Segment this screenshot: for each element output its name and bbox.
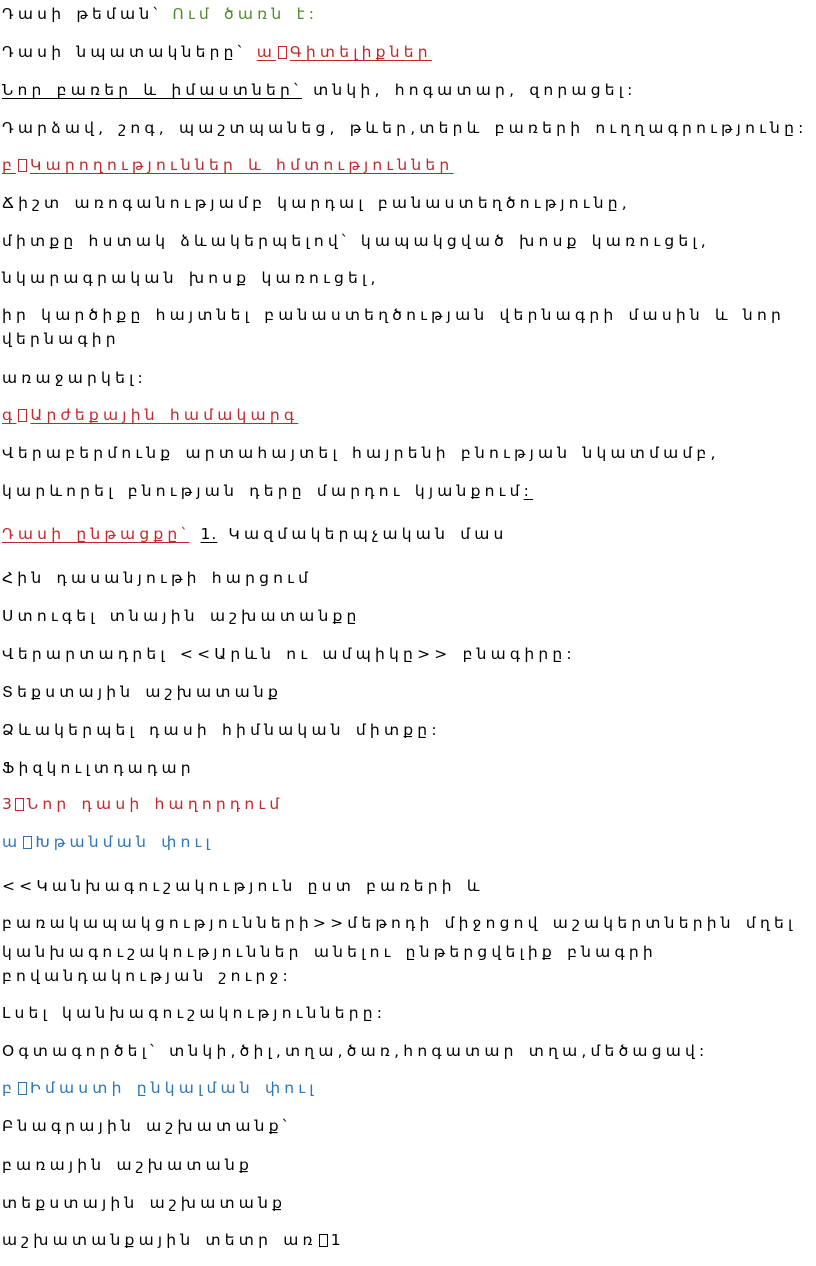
method-line-2: բառակապակցությունների>>մեթոդի միջոցով աշակերտներին մղել	[2, 914, 797, 932]
work-item-4: աշխատանքային տետր առ 1	[2, 1231, 342, 1249]
missing-glyph-box	[18, 159, 27, 172]
values-heading: գ Արժեքային համակարգ	[2, 406, 299, 424]
lesson-goals-label: Դասի նպատակները՝	[2, 43, 246, 61]
skill-item-2: միտքը հստակ ձևակերպելով՝ կապակցված խոսք կառուցել,	[2, 232, 710, 250]
method-line-3: կանխագուշակություններ անելու ընթերցվելիք բնագրի	[2, 943, 657, 961]
method-line-6: Օգտագործել՝ տնկի,ծիլ,տղա,ծառ,հոգատար տղա,մեծացավ:	[2, 1042, 709, 1060]
new-words-line	[2, 80, 810, 100]
lesson-flow-line	[2, 524, 810, 544]
missing-glyph-box	[319, 1234, 328, 1247]
method-line-1: <<Կանխագուշակություն ըստ բառերի և	[2, 877, 484, 895]
missing-glyph-box	[278, 46, 287, 59]
new-lesson-heading: 3 Նոր դասի հաղորդում	[2, 795, 284, 813]
missing-glyph-box	[15, 798, 24, 811]
flow-item-2: Ստուգել տնային աշխատանքը	[2, 607, 361, 625]
method-line-4: բովանդակության շուրջ:	[2, 967, 292, 985]
lesson-topic-label: Դասի թեման՝	[2, 5, 162, 23]
spelling-words-line: Դարձավ, շոգ, պաշտպանեց, թևեր,տերև բառերի ուղղագրությունը:	[2, 119, 808, 137]
knowledge-heading: ա Գիտելիքներ	[256, 43, 432, 61]
step-title: Կազմակերպչական մաս	[228, 525, 508, 543]
value-item-1: Վերաբերմունք արտահայտել հայրենի բնության նկատմամբ,	[2, 444, 720, 462]
skill-item-4-end: առաջարկել:	[2, 369, 147, 387]
flow-item-5: Ձևակերպել դասի հիմնական միտքը:	[2, 721, 441, 739]
skills-heading: բ Կարողություններ և հմտություններ	[2, 156, 454, 174]
new-words-list: տնկի, հոգատար, զորացել:	[313, 81, 637, 99]
skill-item-1: Ճիշտ առոգանությամբ կարդալ բանաստեղծությունը,	[2, 194, 631, 212]
new-words-label: Նոր բառեր և իմաստներ՝	[2, 81, 302, 99]
stimulation-phase-heading: ա Խթանման փուլ	[2, 833, 214, 851]
flow-item-3: Վերարտադրել <<Արևն ու ամպիկը>> բնագիրը:	[2, 645, 576, 663]
work-item-3: տեքստային աշխատանք	[2, 1194, 287, 1212]
lesson-topic-value: Ում ծառն է:	[172, 5, 319, 23]
flow-item-1: Հին դասանյութի հարցում	[2, 569, 313, 587]
missing-glyph-box	[23, 836, 32, 849]
skill-item-3: նկարագրական խոսք կառուցել,	[2, 269, 380, 287]
comprehension-phase-heading: բ Իմաստի ընկալման փուլ	[2, 1079, 318, 1097]
work-item-2: բառային աշխատանք	[2, 1156, 254, 1174]
flow-item-4: Տեքստային աշխատանք	[2, 683, 283, 701]
lesson-goals-line	[2, 42, 810, 62]
missing-glyph-box	[18, 1082, 27, 1095]
value-item-2: կարևորել բնության դերը մարդու կյանքում:	[2, 482, 534, 500]
lesson-topic-line	[2, 4, 810, 24]
work-item-1: Բնագրային աշխատանք՝	[2, 1117, 291, 1135]
lesson-flow-label: Դասի ընթացքը՝	[2, 525, 190, 543]
missing-glyph-box	[18, 409, 27, 422]
skill-item-4: իր կարծիքը հայտնել բանաստեղծության վերնագրի մասին և նոր վերնագիր	[2, 306, 785, 348]
step-number: 1.	[200, 525, 218, 543]
method-line-5: Լսել կանխագուշակությունները:	[2, 1004, 387, 1022]
flow-item-6: Ֆիզկուլտդադար	[2, 759, 195, 777]
